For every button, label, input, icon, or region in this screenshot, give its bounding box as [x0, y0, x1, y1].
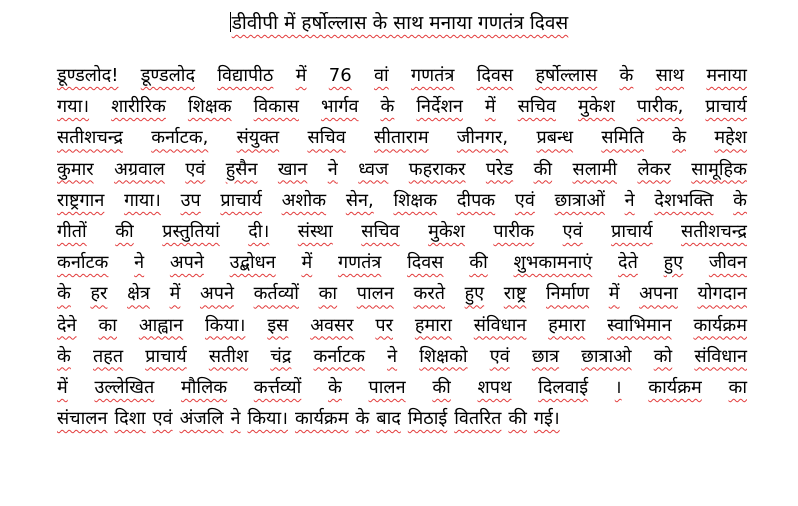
word: की: [432, 376, 451, 398]
word: ने: [134, 252, 145, 274]
word: अशोक: [281, 189, 327, 211]
word: सतीश: [208, 345, 249, 367]
body-line-10: [57, 341, 747, 372]
word: एवं: [514, 189, 535, 211]
word: को: [653, 345, 673, 367]
word: प्राचार्य: [145, 345, 187, 367]
word: कुमार: [57, 158, 94, 180]
word: दीपक: [456, 189, 496, 211]
body-line-1: [57, 60, 747, 91]
word: का: [98, 314, 117, 336]
word: पारीक,: [636, 96, 684, 118]
word: के: [380, 96, 395, 118]
word: प्रबन्ध: [536, 127, 574, 149]
word: कार्यक्रम: [648, 376, 702, 398]
word: के: [355, 408, 370, 430]
word: की: [508, 408, 527, 430]
document-title: [0, 10, 798, 36]
word: के: [733, 189, 747, 211]
word: दी।: [248, 220, 270, 242]
word: संविधान: [473, 314, 527, 336]
word: का: [318, 283, 338, 305]
word: हर: [90, 283, 108, 305]
word: पारीक: [493, 220, 535, 242]
word: की: [115, 220, 134, 242]
word: चंद्र: [270, 345, 292, 367]
word: में: [57, 376, 68, 398]
word: गीतों: [57, 220, 87, 242]
word: करते: [413, 283, 445, 305]
word: के: [672, 127, 687, 149]
word: जीनगर,: [456, 127, 509, 149]
word: शारीरिक: [111, 96, 166, 118]
word: अपने: [199, 283, 234, 305]
word: ने: [327, 158, 338, 180]
word: गई।: [533, 408, 560, 430]
word: परेड: [485, 158, 514, 180]
word: दिवस: [407, 252, 444, 274]
word: हुसैन: [225, 158, 258, 180]
word: मिठाई: [407, 408, 448, 430]
word: ने: [624, 189, 635, 211]
word: एवं: [562, 220, 583, 242]
word: हमारा: [414, 314, 452, 336]
word: में: [608, 283, 620, 305]
document-body: [57, 60, 747, 434]
word: में: [169, 283, 181, 305]
word: छात्राओं: [554, 189, 605, 211]
word: ध्वज: [358, 158, 389, 180]
word: एवं: [489, 345, 510, 367]
word: अवसर: [310, 314, 354, 336]
document-title-text: डीवीपी में हर्षोल्लास के साथ मनाया गणतंत्र दिवस: [231, 12, 569, 34]
word: किया।: [205, 314, 246, 336]
word: ने: [387, 345, 398, 367]
word: सेन,: [345, 189, 374, 211]
text-cursor: [230, 12, 231, 32]
word: देशभक्ति: [654, 189, 714, 211]
word: स्वाभिमान: [607, 314, 672, 336]
word: प्रस्तुतियां: [162, 220, 220, 242]
word: प्राचार्य: [220, 189, 262, 211]
word: संविधान: [694, 345, 747, 367]
word: डूण्डलोद: [140, 65, 196, 86]
word: तहत: [93, 345, 124, 367]
word: की: [533, 158, 553, 180]
word: साथ: [655, 65, 685, 86]
word: डूण्डलोद!: [57, 65, 119, 86]
word: सचिव: [361, 220, 400, 242]
word: राष्ट्रगान: [57, 189, 105, 211]
word: कर्त्तव्यों: [253, 376, 302, 398]
word: कार्यक्रम: [693, 314, 747, 336]
word: कर्नाटक: [57, 252, 109, 274]
word: राष्ट्र: [503, 283, 527, 305]
word: निर्देशन: [416, 96, 463, 118]
word: में: [295, 65, 307, 86]
word: समिति: [601, 127, 644, 149]
word: सामूहिक: [691, 158, 747, 180]
word: कर्तव्यों: [253, 283, 299, 305]
word: क्षेत्र: [127, 283, 150, 305]
word: एवं: [185, 158, 206, 180]
word: अपने: [169, 252, 204, 274]
word: विकास: [253, 96, 299, 118]
word: उल्लेखित: [94, 376, 155, 398]
word: कर्नाटक: [313, 345, 365, 367]
word: वितरित: [454, 408, 502, 430]
word: देने: [57, 314, 77, 336]
word: योगदान: [697, 283, 747, 305]
word: पालन: [356, 283, 394, 305]
word: 76: [328, 65, 352, 86]
word: महेश: [714, 127, 747, 149]
word: के: [328, 376, 342, 398]
word: एवं: [152, 408, 173, 430]
word: हुए: [663, 252, 684, 274]
word: की: [469, 252, 488, 274]
body-line-9: [57, 310, 747, 341]
word: आह्वान: [138, 314, 184, 336]
word: दिलवाई: [538, 376, 589, 398]
word: अग्रवाल: [114, 158, 165, 180]
word: उप: [180, 189, 201, 211]
word: शिक्षक: [187, 96, 232, 118]
word: ने: [230, 408, 241, 430]
word: के: [57, 283, 71, 305]
body-line-8: [57, 278, 747, 309]
word: किया।: [247, 408, 288, 430]
word: गया।: [57, 96, 90, 118]
word: सचिव: [517, 96, 556, 118]
word: बाद: [376, 408, 401, 430]
body-line-2: [57, 91, 747, 122]
word: मुकेश: [428, 220, 465, 242]
word: प्राचार्य: [705, 96, 747, 118]
word: शुभकामनाएं: [513, 252, 593, 274]
body-line-4: [57, 154, 747, 185]
word: मौलिक: [180, 376, 228, 398]
word: निर्माण: [546, 283, 590, 305]
word: लेकर: [637, 158, 671, 180]
word: मुकेश: [578, 96, 615, 118]
word: उद्बोधन: [229, 252, 276, 274]
word: शिक्षको: [419, 345, 468, 367]
word: कर्नाटक,: [151, 127, 209, 149]
body-line-6: [57, 216, 747, 247]
word: गाया।: [124, 189, 161, 211]
body-line-5: [57, 185, 747, 216]
word: शिक्षक: [393, 189, 438, 211]
word: के: [57, 345, 71, 367]
body-line-3: [57, 122, 747, 153]
word: का: [728, 376, 747, 398]
word: पालन: [368, 376, 406, 398]
word: भार्गव: [321, 96, 359, 118]
word: छात्राओ: [581, 345, 632, 367]
word: सचिव: [307, 127, 346, 149]
word: सतीशचन्द्र: [681, 220, 747, 242]
word: विद्यापीठ: [217, 65, 274, 86]
word: सीताराम: [374, 127, 429, 149]
word: गणतंत्र: [411, 65, 455, 86]
word: शपथ: [477, 376, 512, 398]
body-line-11: [57, 372, 747, 403]
word: कार्यक्रम: [294, 408, 349, 430]
word: संचालन: [57, 408, 108, 430]
word: में: [484, 96, 496, 118]
word: अपना: [639, 283, 678, 305]
word: पर: [375, 314, 393, 336]
word: हुए: [464, 283, 485, 305]
word: छात्र: [531, 345, 560, 367]
word: अंजलि: [179, 408, 224, 430]
word: के: [619, 65, 634, 86]
body-line-12: [57, 403, 747, 434]
word: संस्था: [297, 220, 333, 242]
word: इस: [267, 314, 289, 336]
word: संयुक्त: [236, 127, 280, 149]
word: जीवन: [708, 252, 747, 274]
word: सतीशचन्द्र: [57, 127, 123, 149]
word: गणतंत्र: [337, 252, 382, 274]
word: सलामी: [572, 158, 617, 180]
word: मनाया: [706, 65, 747, 86]
word: में: [301, 252, 313, 274]
word: देते: [618, 252, 638, 274]
body-line-7: [57, 247, 747, 278]
word: प्राचार्य: [611, 220, 653, 242]
word: खान: [277, 158, 308, 180]
word: दिवस: [476, 65, 514, 86]
word: वां: [374, 65, 389, 86]
word: फहराकर: [408, 158, 466, 180]
word: ।: [614, 376, 622, 398]
word: दिशा: [114, 408, 146, 430]
word: हर्षोल्लास: [535, 65, 598, 86]
word: हमारा: [548, 314, 586, 336]
